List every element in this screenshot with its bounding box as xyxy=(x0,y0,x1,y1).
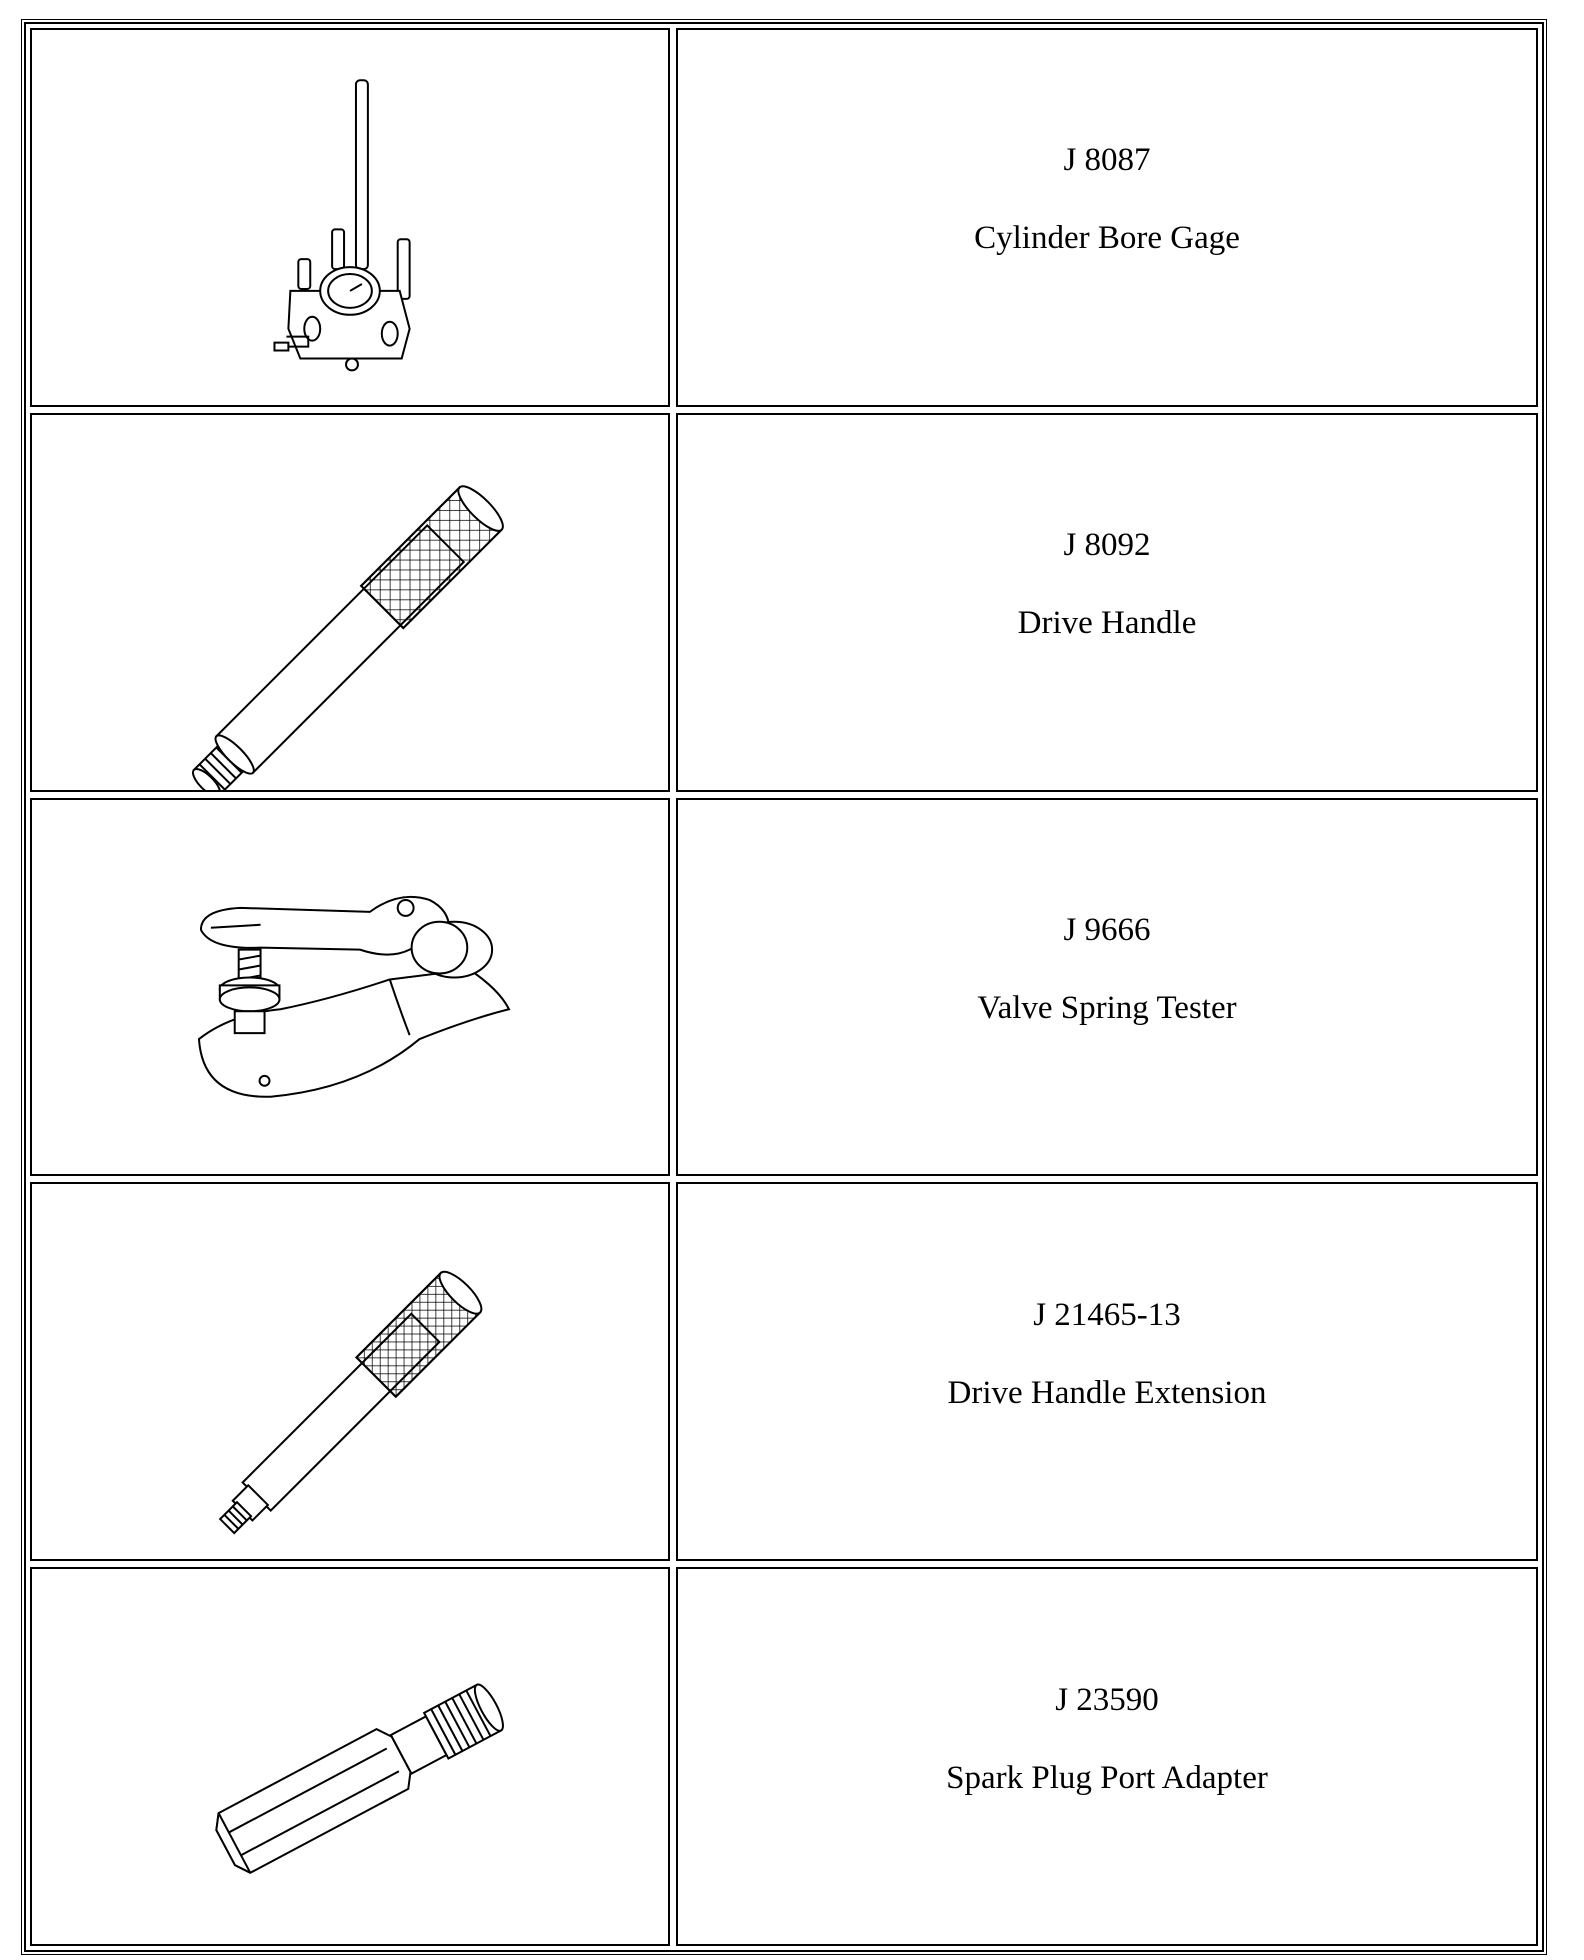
tool-number: J 21465-13 xyxy=(1033,1296,1181,1333)
tool-image-cell xyxy=(30,1567,670,1946)
tool-image-cell xyxy=(30,28,670,407)
tool-number: J 9666 xyxy=(1063,911,1151,948)
tool-info-cell xyxy=(676,798,1538,1177)
tool-info-cell xyxy=(676,1567,1538,1946)
cylinder-bore-gage-icon xyxy=(32,30,668,405)
tool-image-cell xyxy=(30,798,670,1177)
tool-name: Drive Handle Extension xyxy=(947,1374,1267,1411)
tool-info-cell xyxy=(676,28,1538,407)
tool-info-cell xyxy=(676,413,1538,792)
tool-number: J 8087 xyxy=(1063,142,1151,179)
drive-handle-icon xyxy=(32,415,668,790)
drive-handle-extension-icon xyxy=(32,1184,668,1559)
spark-plug-port-adapter-icon xyxy=(32,1569,668,1944)
tool-info-cell xyxy=(676,1182,1538,1561)
tool-number: J 8092 xyxy=(1063,527,1151,564)
tool-number: J 23590 xyxy=(1055,1681,1159,1718)
special-tools-table xyxy=(24,22,1544,1952)
tool-name: Spark Plug Port Adapter xyxy=(946,1759,1268,1796)
tool-name: Drive Handle xyxy=(1017,605,1197,642)
tool-name: Cylinder Bore Gage xyxy=(974,220,1240,257)
tool-image-cell xyxy=(30,1182,670,1561)
tool-name: Valve Spring Tester xyxy=(977,989,1237,1026)
tool-image-cell xyxy=(30,413,670,792)
valve-spring-tester-icon xyxy=(32,800,668,1175)
